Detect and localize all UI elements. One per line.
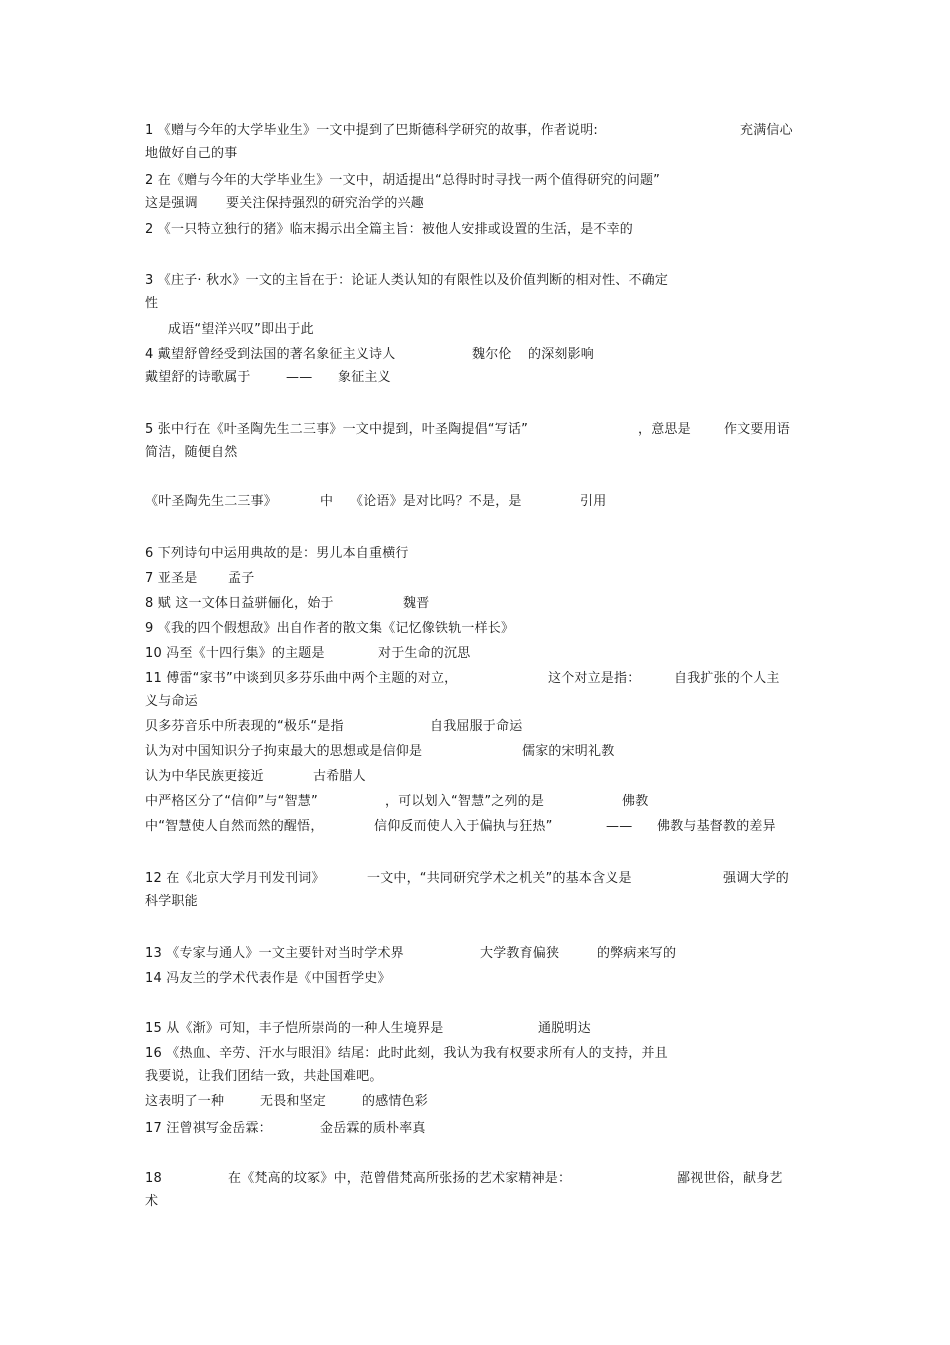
- text-line: [403, 596, 429, 612]
- text-segment: 要关注保持强烈的研究治学的兴趣: [226, 196, 425, 211]
- text-line: [362, 1094, 428, 1110]
- text-line: [657, 819, 776, 835]
- text-segment: 《叶圣陶先生二三事》: [145, 494, 278, 509]
- text-segment: 7 亚圣是: [145, 571, 198, 586]
- text-line: [145, 769, 264, 785]
- text-line: [286, 370, 312, 386]
- text-line: [145, 546, 409, 562]
- text-line: [320, 1121, 426, 1137]
- text-segment: 贝多芬音乐中所表现的“极乐“是指: [145, 719, 344, 734]
- text-segment: 通脱明达: [538, 1021, 591, 1036]
- text-segment: 13 《专家与通人》一文主要针对当时学术界: [145, 946, 404, 961]
- text-segment: 《论语》是对比吗？不是，是: [350, 494, 522, 509]
- text-line: [145, 494, 277, 510]
- text-segment: 3 《庄子· 秋水》一文的主旨在于：论证人类认知的有限性以及价值判断的相对性、不确定: [145, 273, 669, 288]
- text-line: [350, 494, 522, 510]
- text-segment: 10 冯至《十四行集》的主题是: [145, 646, 325, 661]
- text-segment: 无畏和坚定: [260, 1094, 327, 1109]
- text-segment: 2 在《赠与今年的大学毕业生》一文中，胡适提出“总得时时寻找一两个值得研究的问题”: [145, 173, 661, 188]
- text-segment: 9 《我的四个假想敌》出自作者的散文集《记忆像铁轨一样长》: [145, 621, 515, 636]
- text-line: [145, 196, 198, 212]
- text-segment: 的弊病来写的: [597, 946, 677, 961]
- text-line: [145, 971, 391, 987]
- text-segment: 魏晋: [403, 596, 430, 611]
- text-segment: 自我扩张的个人主: [674, 671, 780, 686]
- text-line: [145, 1069, 383, 1085]
- text-segment: 儒家的宋明礼教: [522, 744, 615, 759]
- text-segment: 中“智慧使人自然而然的醒悟，: [145, 819, 324, 834]
- text-segment: 6 下列诗句中运用典故的是：男儿本自重横行: [145, 546, 409, 561]
- text-segment: 性: [145, 296, 159, 311]
- text-segment: 佛教与基督教的差异: [657, 819, 776, 834]
- text-line: [480, 946, 559, 962]
- text-line: [622, 794, 648, 810]
- text-line: [724, 422, 790, 438]
- text-segment: 充满信心: [740, 123, 793, 138]
- text-segment: 作文要用语: [724, 422, 791, 437]
- text-segment: 中严格区分了“信仰”与“智慧”: [145, 794, 318, 809]
- text-segment: 科学职能: [145, 894, 198, 909]
- text-line: [145, 1046, 668, 1062]
- text-line: [548, 671, 640, 687]
- text-line: [145, 671, 457, 687]
- text-line: [367, 871, 632, 887]
- text-line: [528, 347, 594, 363]
- text-line: [228, 1171, 571, 1187]
- text-segment: 的深刻影响: [528, 347, 595, 362]
- text-segment: 的感情色彩: [362, 1094, 429, 1109]
- text-segment: ——: [286, 370, 313, 385]
- text-line: [145, 1021, 443, 1037]
- text-line: [145, 422, 528, 438]
- text-line: [145, 173, 660, 189]
- text-segment: 15 从《渐》可知，丰子恺所崇尚的一种人生境界是: [145, 1021, 444, 1036]
- text-line: [145, 744, 422, 760]
- text-segment: 认为对中国知识分子拘束最大的思想或是信仰是: [145, 744, 423, 759]
- text-line: [145, 296, 158, 312]
- text-line: [145, 871, 325, 887]
- text-line: [723, 871, 789, 887]
- text-segment: 这个对立是指：: [548, 671, 641, 686]
- text-segment: 12 在《北京大学月刊发刊词》: [145, 871, 325, 886]
- text-line: [677, 1171, 783, 1187]
- text-segment: 大学教育偏狭: [480, 946, 560, 961]
- text-segment: 信仰反而使人入于偏执与狂热”: [374, 819, 553, 834]
- text-line: [145, 794, 318, 810]
- text-line: [320, 494, 333, 510]
- text-line: [597, 946, 676, 962]
- text-line: [145, 1094, 224, 1110]
- text-line: [145, 694, 198, 710]
- text-line: [145, 273, 668, 289]
- text-line: [385, 794, 544, 810]
- text-line: [378, 646, 470, 662]
- text-segment: 魏尔伦: [472, 347, 512, 362]
- text-line: [538, 1021, 591, 1037]
- text-segment: 强调大学的: [723, 871, 790, 886]
- text-segment: ，意思是: [638, 422, 691, 437]
- text-segment: 4 戴望舒曾经受到法国的著名象征主义诗人: [145, 347, 396, 362]
- text-line: [145, 571, 197, 587]
- text-segment: 一文中，“共同研究学术之机关”的基本含义是: [367, 871, 632, 886]
- text-segment: 义与命运: [145, 694, 198, 709]
- text-segment: 戴望舒的诗歌属于: [145, 370, 251, 385]
- text-line: [226, 196, 424, 212]
- text-segment: 简洁，随便自然: [145, 445, 238, 460]
- text-line: [674, 671, 780, 687]
- text-line: [145, 596, 334, 612]
- text-line: [145, 894, 198, 910]
- text-line: [145, 946, 404, 962]
- text-segment: 14 冯友兰的学术代表作是《中国哲学史》: [145, 971, 391, 986]
- text-line: [472, 347, 512, 363]
- text-segment: 古希腊人: [313, 769, 366, 784]
- text-line: [145, 819, 324, 835]
- text-segment: 自我屈服于命运: [430, 719, 523, 734]
- text-segment: 这表明了一种: [145, 1094, 225, 1109]
- text-line: [740, 123, 793, 139]
- text-line: [145, 445, 237, 461]
- text-segment: 11 傅雷“家书”中谈到贝多芬乐曲中两个主题的对立，: [145, 671, 458, 686]
- text-segment: 中: [320, 494, 334, 509]
- text-line: [430, 719, 522, 735]
- text-segment: 16 《热血、辛劳、汗水与眼泪》结尾：此时此刻，我认为我有权要求所有人的支持，并且: [145, 1046, 668, 1061]
- text-segment: 在《梵高的坟冢》中，范曾借梵高所张扬的艺术家精神是：: [228, 1171, 572, 1186]
- text-segment: 成语“望洋兴叹”即出于此: [168, 322, 314, 337]
- text-line: [145, 222, 633, 238]
- text-segment: 5 张中行在《叶圣陶先生二三事》一文中提到，叶圣陶提倡“写话”: [145, 422, 529, 437]
- text-line: [313, 769, 366, 785]
- text-segment: 认为中华民族更接近: [145, 769, 264, 784]
- text-segment: 1 《赠与今年的大学毕业生》一文中提到了巴斯德科学研究的故事，作者说明:: [145, 123, 598, 138]
- text-segment: 引用: [580, 494, 607, 509]
- text-segment: 地做好自己的事: [145, 146, 238, 161]
- text-segment: 这是强调: [145, 196, 198, 211]
- text-line: [228, 571, 254, 587]
- text-segment: 象征主义: [338, 370, 391, 385]
- text-segment: 对于生命的沉思: [378, 646, 471, 661]
- text-segment: 8 赋 这一文体日益骈俪化，始于: [145, 596, 334, 611]
- text-line: [145, 621, 514, 637]
- text-segment: 孟子: [228, 571, 255, 586]
- text-line: [168, 322, 314, 338]
- text-segment: 17 汪曾祺写金岳霖：: [145, 1121, 272, 1136]
- text-segment: 2 《一只特立独行的猪》临末揭示出全篇主旨：被他人安排或设置的生活，是不幸的: [145, 222, 634, 237]
- text-line: [145, 1121, 272, 1137]
- text-line: [145, 146, 237, 162]
- text-line: [260, 1094, 326, 1110]
- text-line: [638, 422, 691, 438]
- text-line: [145, 347, 395, 363]
- text-segment: ，可以划入“智慧”之列的是: [385, 794, 545, 809]
- text-line: [338, 370, 391, 386]
- text-segment: ——: [606, 819, 633, 834]
- text-line: [145, 719, 344, 735]
- text-segment: 金岳霖的质朴率真: [320, 1121, 426, 1136]
- text-line: [145, 1194, 158, 1210]
- text-line: [145, 1171, 162, 1187]
- text-line: [374, 819, 553, 835]
- text-segment: 我要说，让我们团结一致，共赴国难吧。: [145, 1069, 383, 1084]
- text-line: [145, 646, 325, 662]
- text-line: [522, 744, 614, 760]
- text-segment: 佛教: [622, 794, 649, 809]
- text-line: [145, 370, 251, 386]
- text-line: [606, 819, 632, 835]
- text-segment: 鄙视世俗，献身艺: [677, 1171, 783, 1186]
- text-line: [145, 123, 598, 139]
- text-segment: 术: [145, 1194, 159, 1209]
- text-segment: 18: [145, 1171, 162, 1186]
- text-line: [580, 494, 606, 510]
